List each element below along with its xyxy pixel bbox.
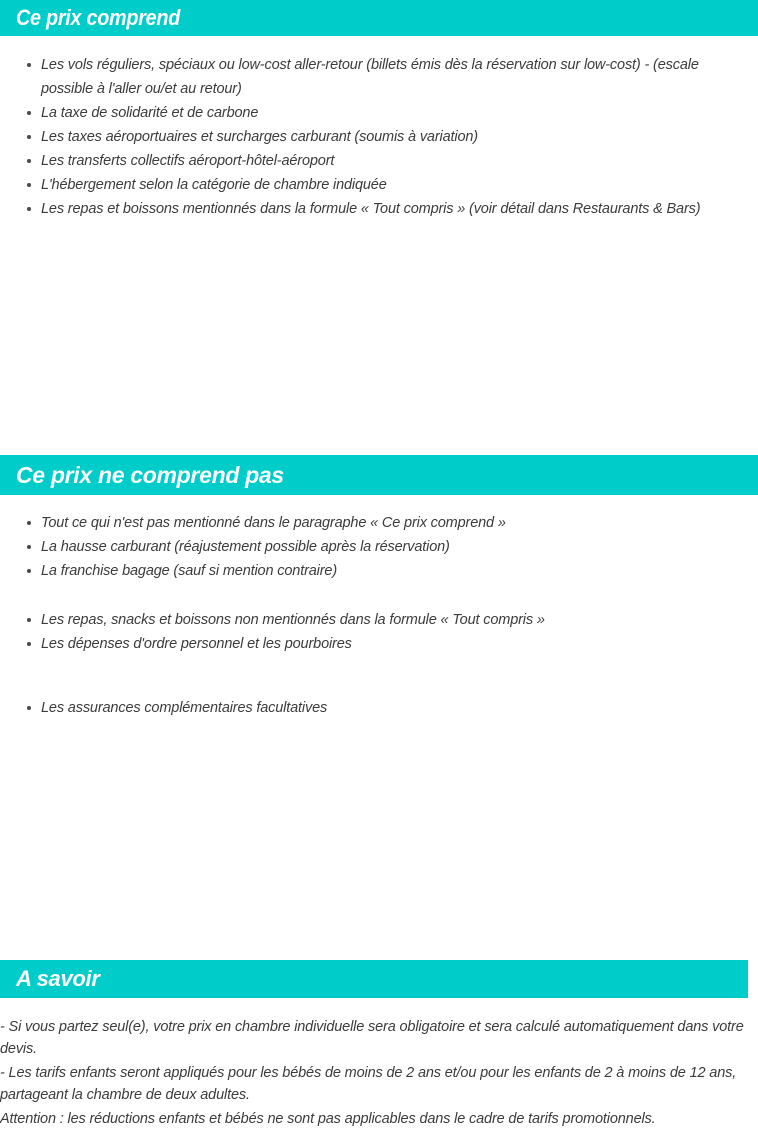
list-item: L'hébergement selon la catégorie de chambre indiquée: [0, 173, 758, 197]
list-item: Les vols réguliers, spéciaux ou low-cost aller-retour (billets émis dès la réservation sur low-cost) - (escale possible à l'aller ou/et au retour): [0, 53, 758, 101]
list-item: Les repas, snacks et boissons non mentionnés dans la formule « Tout compris »: [0, 608, 758, 632]
section-title-not-included: Ce prix ne comprend pas: [16, 461, 284, 488]
section-title-good-to-know: A savoir: [16, 966, 100, 991]
section-header-good-to-know: [0, 960, 748, 998]
list-item: Les transferts collectifs aéroport-hôtel-aéroport: [0, 149, 758, 173]
list-item: Tout ce qui n'est pas mentionné dans le paragraphe « Ce prix comprend »: [0, 511, 758, 535]
list-item: Les taxes aéroportuaires et surcharges carburant (soumis à variation): [0, 125, 758, 149]
note-line: - Si vous partez seul(e), votre prix en chambre individuelle sera obligatoire et sera calculé automatiquement dans votre devis.: [0, 1019, 744, 1057]
list-item: Les dépenses d'ordre personnel et les pourboires: [0, 632, 758, 656]
list-item: La franchise bagage (sauf si mention contraire): [0, 559, 758, 583]
list-item: Les repas et boissons mentionnés dans la formule « Tout compris » (voir détail dans Restaurants & Bars): [0, 197, 758, 221]
included-list: [0, 53, 758, 221]
note-line: Attention : les réductions enfants et bébés ne sont pas applicables dans le cadre de tarifs promotionnels.: [0, 1111, 656, 1127]
not-included-list: [0, 511, 758, 720]
note-line: - Les tarifs enfants seront appliqués pour les bébés de moins de 2 ans et/ou pour les enfants de 2 à moins de 12 ans, partageant la chambre de deux adultes.: [0, 1065, 737, 1103]
list-item: La hausse carburant (réajustement possible après la réservation): [0, 535, 758, 559]
section-header-not-included: [0, 455, 758, 495]
list-item: Les assurances complémentaires facultatives: [0, 696, 758, 720]
good-to-know-notes: [0, 1016, 758, 1130]
section-header-included: [0, 0, 758, 36]
list-item: La taxe de solidarité et de carbone: [0, 101, 758, 125]
section-title-included: Ce prix comprend: [16, 5, 181, 30]
